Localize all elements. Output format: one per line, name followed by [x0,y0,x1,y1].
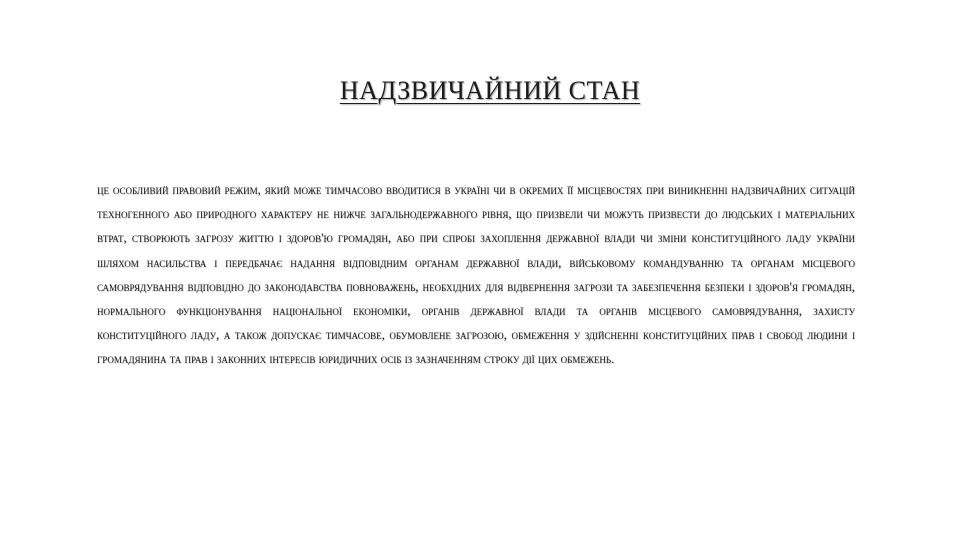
slide-title: НАДЗВИЧАЙНИЙ СТАН [339,76,641,105]
definition-paragraph [97,178,855,372]
definition-text: це особливий правовий режим, який може тимчасово вводитися в україні чи в окремих її місцевостях при виникненні надзвичайних ситуацій техногенного або природного характеру не нижче загальнодержавного рівня, що призвели чи можуть призвести до людських і матеріальних втрат, створюють загрозу життю і здоров'ю громадян, або при спробі захоплення державної влади чи зміни конституційного ладу україни шляхом насильства і передбачає надання відповідним органам державної влади, військовому командуванню та органам місцевого самоврядування відповідно до законодавства повноважень, необхідних для відвернення загрози та забезпечення безпеки і здоров'я громадян, нормального функціонування національної економіки, органів державної влади та органів місцевого самоврядування, захисту конституційного ладу, а також допускає тимчасове, обумовлене загрозою, обмеження у здійсненні конституційних прав і свобод людини і громадянина та прав і законних інтересів юридичних осіб із зазначенням строку дії цих обмежень. [97,182,855,367]
